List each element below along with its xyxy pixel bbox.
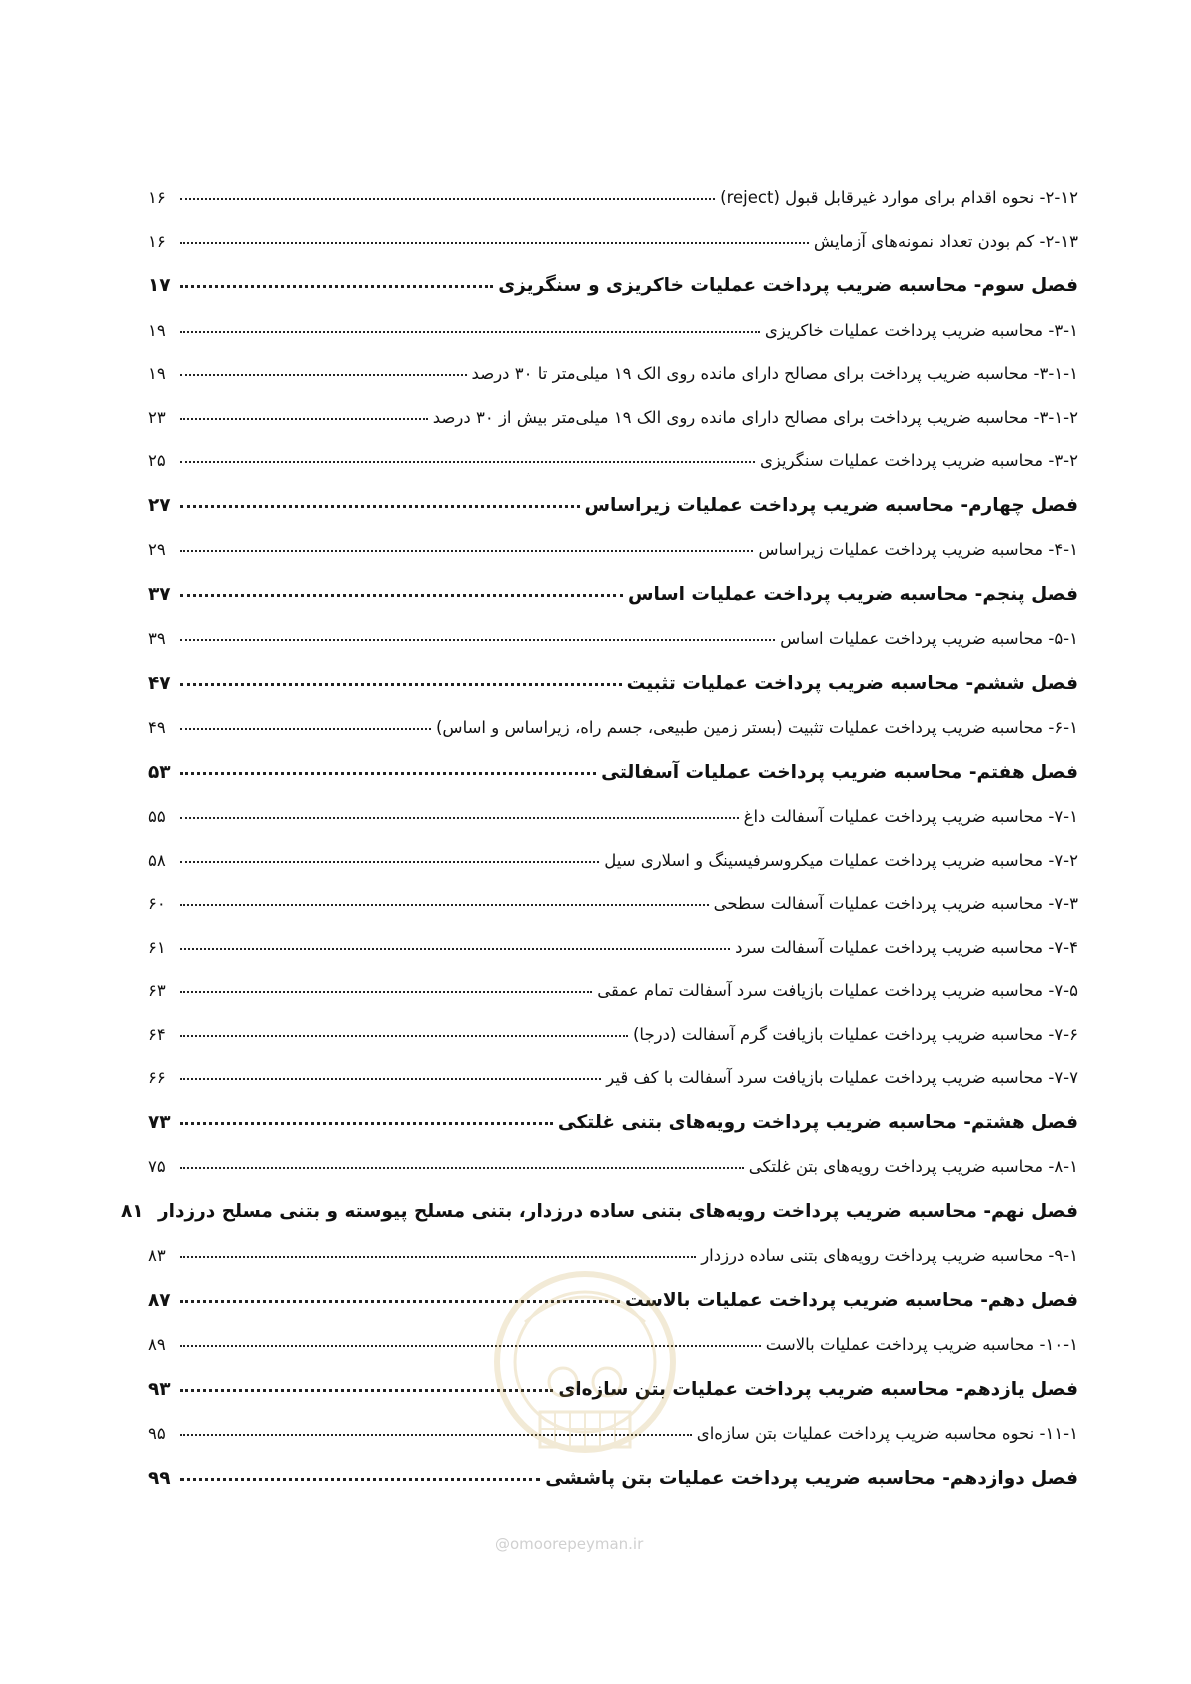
- dot-leader: [180, 503, 580, 508]
- toc-entry-title: ۳-۱-۱- محاسبه ضریب پرداخت برای مصالح دارای مانده روی الک ۱۹ میلی‌متر تا ۳۰ درصد: [471, 364, 1078, 383]
- toc-chapter-row[interactable]: [148, 584, 1078, 630]
- toc-section-row[interactable]: [148, 232, 1078, 276]
- toc-entry-title: ۱۰-۱- محاسبه ضریب پرداخت عملیات بالاست: [765, 1335, 1078, 1354]
- seal-watermark-icon: [485, 1262, 685, 1492]
- toc-page-number: ۶۶: [148, 1068, 166, 1087]
- toc-section-row[interactable]: [148, 188, 1078, 232]
- toc-page-number: ۸۹: [148, 1335, 166, 1354]
- toc-entry-title: فصل چهارم- محاسبه ضریب پرداخت عملیات زیراساس: [584, 494, 1078, 516]
- dot-leader: [180, 859, 599, 863]
- toc-section-row[interactable]: [148, 540, 1078, 584]
- toc-page-number: ۱۶: [148, 188, 166, 207]
- toc-section-row[interactable]: [148, 1068, 1078, 1112]
- dot-leader: [180, 815, 739, 819]
- dot-leader: [180, 329, 760, 333]
- toc-page-number: ۹۳: [148, 1378, 171, 1400]
- toc-section-row[interactable]: [148, 451, 1078, 495]
- dot-leader: [180, 283, 493, 288]
- toc-entry-title: ۷-۴- محاسبه ضریب پرداخت عملیات آسفالت سرد: [735, 937, 1078, 957]
- dot-leader: [180, 1254, 696, 1258]
- toc-section-row[interactable]: [148, 807, 1078, 851]
- toc-entry-title: ۸-۱- محاسبه ضریب پرداخت رویه‌های بتن غلتکی: [748, 1157, 1078, 1176]
- toc-entry-title: ۷-۲- محاسبه ضریب پرداخت عملیات میکروسرفیسینگ و اسلاری سیل: [604, 850, 1078, 870]
- toc-entry-title: فصل دوازدهم- محاسبه ضریب پرداخت عملیات بتن پاششی: [545, 1467, 1078, 1489]
- dot-leader: [180, 1120, 553, 1125]
- toc-entry-title: فصل پنجم- محاسبه ضریب پرداخت عملیات اساس: [627, 583, 1078, 605]
- toc-page-number: ۵۸: [148, 850, 166, 870]
- toc-section-row[interactable]: [148, 938, 1078, 982]
- toc-section-row[interactable]: [148, 851, 1078, 895]
- toc-page-number: ۷۵: [148, 1157, 166, 1176]
- dot-leader: [180, 240, 809, 244]
- dot-leader: [180, 946, 730, 950]
- toc-entry-title: ۱۱-۱- نحوه محاسبه ضریب پرداخت عملیات بتن سازه‌ای: [696, 1424, 1078, 1443]
- toc-section-row[interactable]: [148, 364, 1078, 408]
- toc-page-number: ۶۰: [148, 894, 166, 913]
- dot-leader: [180, 416, 428, 420]
- toc-page-number: ۲۵: [148, 451, 166, 470]
- toc-section-row[interactable]: [148, 981, 1078, 1025]
- toc-entry-title: ۷-۳- محاسبه ضریب پرداخت عملیات آسفالت سطحی: [713, 894, 1078, 913]
- toc-entry-title: ۳-۱- محاسبه ضریب پرداخت عملیات خاکریزی: [764, 320, 1078, 340]
- toc-page-number: ۶۴: [148, 1024, 166, 1044]
- toc-entry-title: ۷-۵- محاسبه ضریب پرداخت عملیات بازیافت سرد آسفالت تمام عمقی: [597, 981, 1078, 1000]
- dot-leader: [180, 196, 715, 200]
- toc-page-number: ۶۱: [148, 937, 166, 957]
- dot-leader: [180, 1076, 601, 1080]
- dot-leader: [180, 681, 622, 686]
- toc-section-row[interactable]: [148, 321, 1078, 365]
- toc-chapter-row[interactable]: [120, 1200, 1078, 1247]
- toc-entry-title: فصل هشتم- محاسبه ضریب پرداخت رویه‌های بتنی غلتکی: [557, 1111, 1078, 1133]
- toc-page-number: ۷۳: [148, 1111, 171, 1133]
- toc-page-number: ۳۹: [148, 629, 166, 648]
- toc-page-number: ۸۱: [120, 1200, 144, 1222]
- toc-page-number: ۵۳: [148, 761, 171, 783]
- toc-entry-title: ۴-۱- محاسبه ضریب پرداخت عملیات زیراساس: [758, 540, 1078, 559]
- dot-leader: [180, 902, 709, 906]
- toc-page-number: ۲۷: [148, 494, 171, 516]
- toc-entry-title: ۲-۱۳- کم بودن تعداد نمونه‌های آزمایش: [813, 231, 1078, 251]
- toc-page-number: ۲۹: [148, 540, 166, 559]
- toc-page-number: ۳۷: [148, 583, 171, 605]
- toc-page-number: ۱۹: [148, 320, 166, 340]
- toc-page-number: ۵۵: [148, 807, 166, 826]
- toc-chapter-row[interactable]: [148, 673, 1078, 719]
- toc-entry-title: ۷-۷- محاسبه ضریب پرداخت عملیات بازیافت سرد آسفالت با کف قیر: [606, 1068, 1078, 1087]
- toc-section-row[interactable]: [148, 894, 1078, 938]
- toc-page-number: ۲۳: [148, 407, 166, 427]
- toc-entry-title: ۹-۱- محاسبه ضریب پرداخت رویه‌های بتنی ساده درزدار: [701, 1246, 1078, 1265]
- toc-chapter-row[interactable]: [148, 495, 1078, 541]
- toc-entry-title: ۶-۱- محاسبه ضریب پرداخت عملیات تثبیت (بستر زمین طبیعی، جسم راه، زیراساس و اساس): [435, 718, 1078, 737]
- toc-entry-title: ۵-۱- محاسبه ضریب پرداخت عملیات اساس: [780, 629, 1078, 648]
- dot-leader: [180, 592, 623, 597]
- dot-leader: [180, 989, 592, 993]
- toc-chapter-row[interactable]: [148, 762, 1078, 808]
- toc-entry-title: فصل نهم- محاسبه ضریب پرداخت رویه‌های بتنی ساده درزدار، بتنی مسلح پیوسته و بتنی مسلح درزدار: [157, 1200, 1078, 1222]
- toc-page-number: ۱۹: [148, 364, 166, 383]
- dot-leader: [180, 548, 753, 552]
- toc-page-number: ۱۷: [148, 275, 171, 296]
- toc-section-row[interactable]: [148, 408, 1078, 452]
- toc-entry-title: فصل یازدهم- محاسبه ضریب پرداخت عملیات بتن سازه‌ای: [558, 1378, 1078, 1400]
- toc-page-number: ۴۹: [148, 718, 166, 737]
- watermark-text: @omoorepeyman.ir: [495, 1535, 644, 1553]
- toc-section-row[interactable]: [148, 1025, 1078, 1069]
- toc-page-number: ۱۶: [148, 231, 166, 251]
- toc-section-row[interactable]: [148, 629, 1078, 673]
- dot-leader: [180, 637, 775, 641]
- toc-page-number: ۸۷: [148, 1289, 171, 1311]
- toc-page-number: ۴۷: [148, 672, 171, 694]
- toc-chapter-row[interactable]: [148, 1112, 1078, 1158]
- dot-leader: [180, 1165, 744, 1169]
- toc-page-number: ۶۳: [148, 981, 166, 1000]
- dot-leader: [180, 770, 596, 775]
- dot-leader: [180, 1033, 628, 1037]
- toc-chapter-row[interactable]: [148, 275, 1078, 321]
- toc-page-number: ۸۳: [148, 1246, 166, 1265]
- toc-entry-title: ۲-۱۲- نحوه اقدام برای موارد غیرقابل قبول (reject): [720, 188, 1078, 207]
- toc-page-number: ۹۵: [148, 1424, 166, 1443]
- toc-entry-title: ۳-۱-۲- محاسبه ضریب پرداخت برای مصالح دارای مانده روی الک ۱۹ میلی‌متر بیش از ۳۰ درصد: [432, 407, 1078, 427]
- toc-page-number: ۹۹: [148, 1467, 171, 1489]
- toc-section-row[interactable]: [148, 1157, 1078, 1201]
- toc-entry-title: فصل دهم- محاسبه ضریب پرداخت عملیات بالاست: [625, 1289, 1078, 1311]
- toc-entry-title: ۷-۶- محاسبه ضریب پرداخت عملیات بازیافت گرم آسفالت (درجا): [633, 1024, 1078, 1044]
- toc-entry-title: ۷-۱- محاسبه ضریب پرداخت عملیات آسفالت داغ: [743, 807, 1078, 826]
- dot-leader: [180, 372, 467, 376]
- toc-entry-title: فصل سوم- محاسبه ضریب پرداخت عملیات خاکریزی و سنگریزی: [498, 275, 1078, 296]
- toc-section-row[interactable]: [148, 718, 1078, 762]
- toc-entry-title: فصل هفتم- محاسبه ضریب پرداخت عملیات آسفالتی: [601, 761, 1078, 783]
- dot-leader: [180, 459, 755, 463]
- toc-entry-title: فصل ششم- محاسبه ضریب پرداخت عملیات تثبیت: [626, 672, 1078, 694]
- toc-entry-title: ۳-۲- محاسبه ضریب پرداخت عملیات سنگریزی: [760, 451, 1078, 470]
- dot-leader: [180, 726, 431, 730]
